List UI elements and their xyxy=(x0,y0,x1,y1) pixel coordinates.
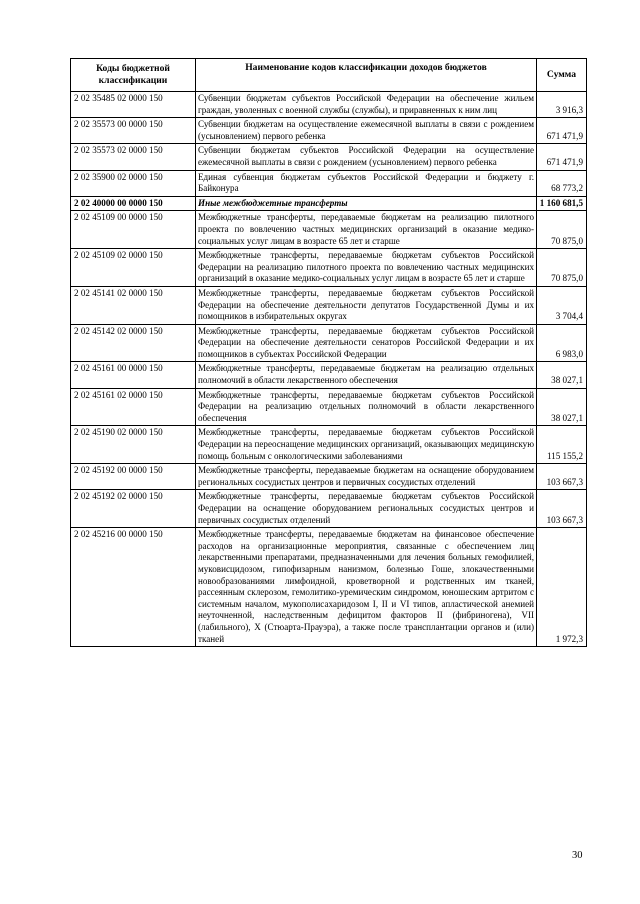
sum-cell: 6 983,0 xyxy=(537,324,587,362)
code-cell: 2 02 45192 02 0000 150 xyxy=(71,490,196,528)
sum-cell: 115 155,2 xyxy=(537,426,587,464)
name-cell: Межбюджетные трансферты, передаваемые бюджетам на реализацию пилотного проекта по вовлечению частных медицинских организаций в оказание медико-социальных услуг лицам в возрасте 65 лет и старше xyxy=(196,211,537,249)
sum-cell: 3 704,4 xyxy=(537,286,587,324)
sum-cell: 70 875,0 xyxy=(537,249,587,287)
sum-cell: 70 875,0 xyxy=(537,211,587,249)
header-sum: Сумма xyxy=(537,59,587,92)
table-row xyxy=(71,170,587,196)
name-cell: Межбюджетные трансферты, передаваемые бюджетам субъектов Российской Федерации на обеспечение деятельности сенаторов Российской Федерации и их помощников в субъектах Российской Федерации xyxy=(196,324,537,362)
name-cell: Межбюджетные трансферты, передаваемые бюджетам субъектов Российской Федерации на оснащение оборудованием региональных сосудистых центров и первичных сосудистых отделений xyxy=(196,490,537,528)
table-row xyxy=(71,324,587,362)
table-row xyxy=(71,388,587,426)
code-cell: 2 02 45190 02 0000 150 xyxy=(71,426,196,464)
code-cell: 2 02 45109 02 0000 150 xyxy=(71,249,196,287)
table-row xyxy=(71,144,587,170)
budget-codes-table xyxy=(70,58,587,647)
name-cell: Межбюджетные трансферты, передаваемые бюджетам на реализацию отдельных полномочий в области лекарственного обеспечения xyxy=(196,362,537,388)
page-number: 30 xyxy=(572,850,583,861)
header-codes: Коды бюджетной классификации xyxy=(71,59,196,92)
name-cell: Иные межбюджетные трансферты xyxy=(196,196,537,211)
name-cell: Единая субвенция бюджетам субъектов Российской Федерации и бюджету г. Байконура xyxy=(196,170,537,196)
name-cell: Субвенции бюджетам субъектов Российской Федерации на осуществление ежемесячной выплаты в связи с рождением (усыновлением) первого ребенка xyxy=(196,144,537,170)
sum-cell: 671 471,9 xyxy=(537,144,587,170)
table-row xyxy=(71,211,587,249)
table-row xyxy=(71,92,587,118)
table-row xyxy=(71,426,587,464)
table-row xyxy=(71,249,587,287)
name-cell: Межбюджетные трансферты, передаваемые бюджетам субъектов Российской Федерации на реализацию отдельных полномочий в области лекарственного обеспечения xyxy=(196,388,537,426)
table-row xyxy=(71,196,587,211)
table-row xyxy=(71,286,587,324)
code-cell: 2 02 35573 00 0000 150 xyxy=(71,118,196,144)
code-cell: 2 02 45161 02 0000 150 xyxy=(71,388,196,426)
table-row xyxy=(71,362,587,388)
name-cell: Межбюджетные трансферты, передаваемые бюджетам субъектов Российской Федерации на реализацию пилотного проекта по вовлечению частных медицинских организаций в оказание медико-социальных услуг лицам в возрасте 65 лет и старше xyxy=(196,249,537,287)
code-cell: 2 02 40000 00 0000 150 xyxy=(71,196,196,211)
name-cell: Субвенции бюджетам субъектов Российской Федерации на обеспечение жильем граждан, уволенных с военной службы (службы), и приравненных к ним лиц xyxy=(196,92,537,118)
header-name: Наименование кодов классификации доходов бюджетов xyxy=(196,59,537,92)
code-cell: 2 02 35485 02 0000 150 xyxy=(71,92,196,118)
table-row xyxy=(71,464,587,490)
table-row xyxy=(71,490,587,528)
sum-cell: 1 972,3 xyxy=(537,528,587,647)
name-cell: Межбюджетные трансферты, передаваемые бюджетам субъектов Российской Федерации на переоснащение медицинских организаций, оказывающих медицинскую помощь больным с онкологическими заболеваниями xyxy=(196,426,537,464)
table-body xyxy=(71,92,587,647)
budget-income-table-page xyxy=(70,58,586,647)
code-cell: 2 02 45141 02 0000 150 xyxy=(71,286,196,324)
table-header-row xyxy=(71,59,587,92)
code-cell: 2 02 45109 00 0000 150 xyxy=(71,211,196,249)
sum-cell: 38 027,1 xyxy=(537,362,587,388)
code-cell: 2 02 35573 02 0000 150 xyxy=(71,144,196,170)
code-cell: 2 02 35900 02 0000 150 xyxy=(71,170,196,196)
sum-cell: 38 027,1 xyxy=(537,388,587,426)
sum-cell: 103 667,3 xyxy=(537,464,587,490)
name-cell: Межбюджетные трансферты, передаваемые бюджетам субъектов Российской Федерации на обеспечение деятельности депутатов Государственной Думы и их помощников в избирательных округах xyxy=(196,286,537,324)
code-cell: 2 02 45142 02 0000 150 xyxy=(71,324,196,362)
sum-cell: 68 773,2 xyxy=(537,170,587,196)
sum-cell: 671 471,9 xyxy=(537,118,587,144)
name-cell: Межбюджетные трансферты, передаваемые бюджетам на финансовое обеспечение расходов на организационные мероприятия, связанные с обеспечением лиц лекарственными препаратами, предназначенными для лечения больных гемофилией, муковисцидозом, гипофизарным нанизмом, болезнью Гоше, злокачественными новообразованиями лимфоидной, кроветворной и родственных им тканей, рассеянным склерозом, гемолитико-уремическим синдромом, юношеским артритом с системным началом, мукополисахаридозом I, II и VI типов, апластической анемией неуточненной, наследственным дефицитом факторов II (фибриногена), VII (лабильного), X (Стюарта-Прауэра), а также после трансплантации органов и (или) тканей xyxy=(196,528,537,647)
sum-cell: 103 667,3 xyxy=(537,490,587,528)
name-cell: Межбюджетные трансферты, передаваемые бюджетам на оснащение оборудованием региональных сосудистых центров и первичных сосудистых отделений xyxy=(196,464,537,490)
code-cell: 2 02 45192 00 0000 150 xyxy=(71,464,196,490)
code-cell: 2 02 45161 00 0000 150 xyxy=(71,362,196,388)
sum-cell: 1 160 681,5 xyxy=(537,196,587,211)
table-row xyxy=(71,528,587,647)
table-row xyxy=(71,118,587,144)
name-cell: Субвенции бюджетам на осуществление ежемесячной выплаты в связи с рождением (усыновлением) первого ребенка xyxy=(196,118,537,144)
sum-cell: 3 916,3 xyxy=(537,92,587,118)
code-cell: 2 02 45216 00 0000 150 xyxy=(71,528,196,647)
